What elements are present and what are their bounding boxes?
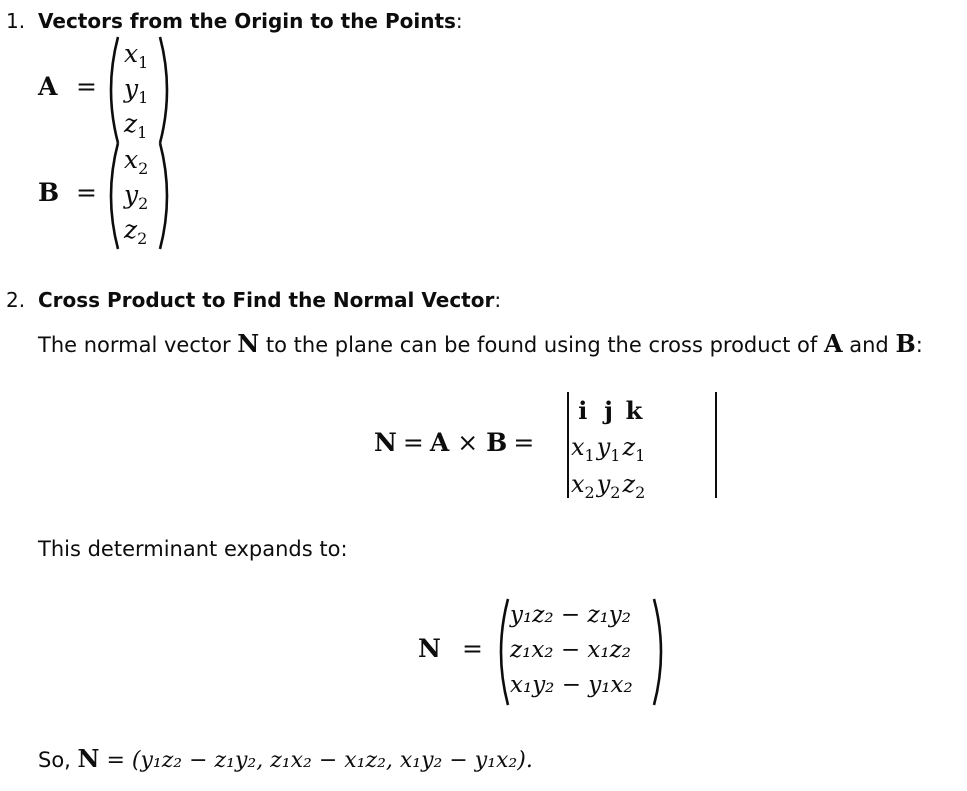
normal-label: N: [418, 634, 441, 663]
determinant-lhs: N = A × B =: [374, 428, 535, 457]
expanded-entries: [510, 598, 633, 703]
determinant-left-bar: [567, 392, 569, 498]
right-paren: [156, 34, 176, 146]
matrix-row: $x_2$ $y_2$ $z_2$: [571, 470, 646, 502]
left-paren: [102, 34, 122, 146]
determinant-right-bar: [715, 392, 717, 498]
left-paren: [492, 596, 512, 708]
right-paren: [156, 140, 176, 252]
vector-entry: y₁z₂ − z₁y₂: [510, 602, 631, 628]
list-heading: Cross Product to Find the Normal Vector:: [38, 288, 502, 312]
paragraph-normal-vector: The normal vector N to the plane can be found using the cross product of A and B:: [38, 329, 923, 358]
vector-entry: z₁x₂ − x₁z₂: [510, 637, 631, 663]
vector-entry: $z_2$: [124, 215, 148, 248]
left-paren: [102, 140, 122, 252]
right-paren: [650, 596, 670, 708]
paragraph-conclusion: So, N = (y₁z₂ − z₁y₂, z₁x₂ − x₁z₂, x₁y₂ − y₁x₂).: [38, 744, 533, 773]
vector-a-entries: [124, 36, 148, 141]
list-heading: Vectors from the Origin to the Points:: [38, 9, 463, 33]
heading-text: Vectors from the Origin to the Points: [38, 9, 456, 33]
heading-text: Cross Product to Find the Normal Vector: [38, 288, 495, 312]
equals-sign: =: [76, 178, 97, 207]
paragraph-expands: This determinant expands to:: [38, 537, 348, 561]
matrix-row: i j k: [578, 396, 643, 425]
vector-entry: $y_1$: [124, 74, 149, 107]
equals-sign: =: [76, 72, 97, 101]
vector-b-label: B: [38, 178, 60, 207]
matrix-row: $x_1$ $y_1$ $z_1$: [571, 433, 646, 465]
vector-a-label: A: [38, 72, 58, 101]
determinant-matrix: [570, 392, 646, 503]
vector-entry: $x_1$: [124, 39, 149, 72]
list-number: 2.: [6, 288, 26, 312]
vector-entry: $y_2$: [124, 180, 149, 213]
equals-sign: =: [462, 634, 483, 663]
list-number: 1.: [6, 9, 26, 33]
vector-entry: $x_2$: [124, 145, 149, 178]
vector-entry: $z_1$: [124, 109, 148, 142]
vector-entry: x₁y₂ − y₁x₂: [510, 672, 633, 698]
vector-b-entries: [124, 142, 148, 247]
